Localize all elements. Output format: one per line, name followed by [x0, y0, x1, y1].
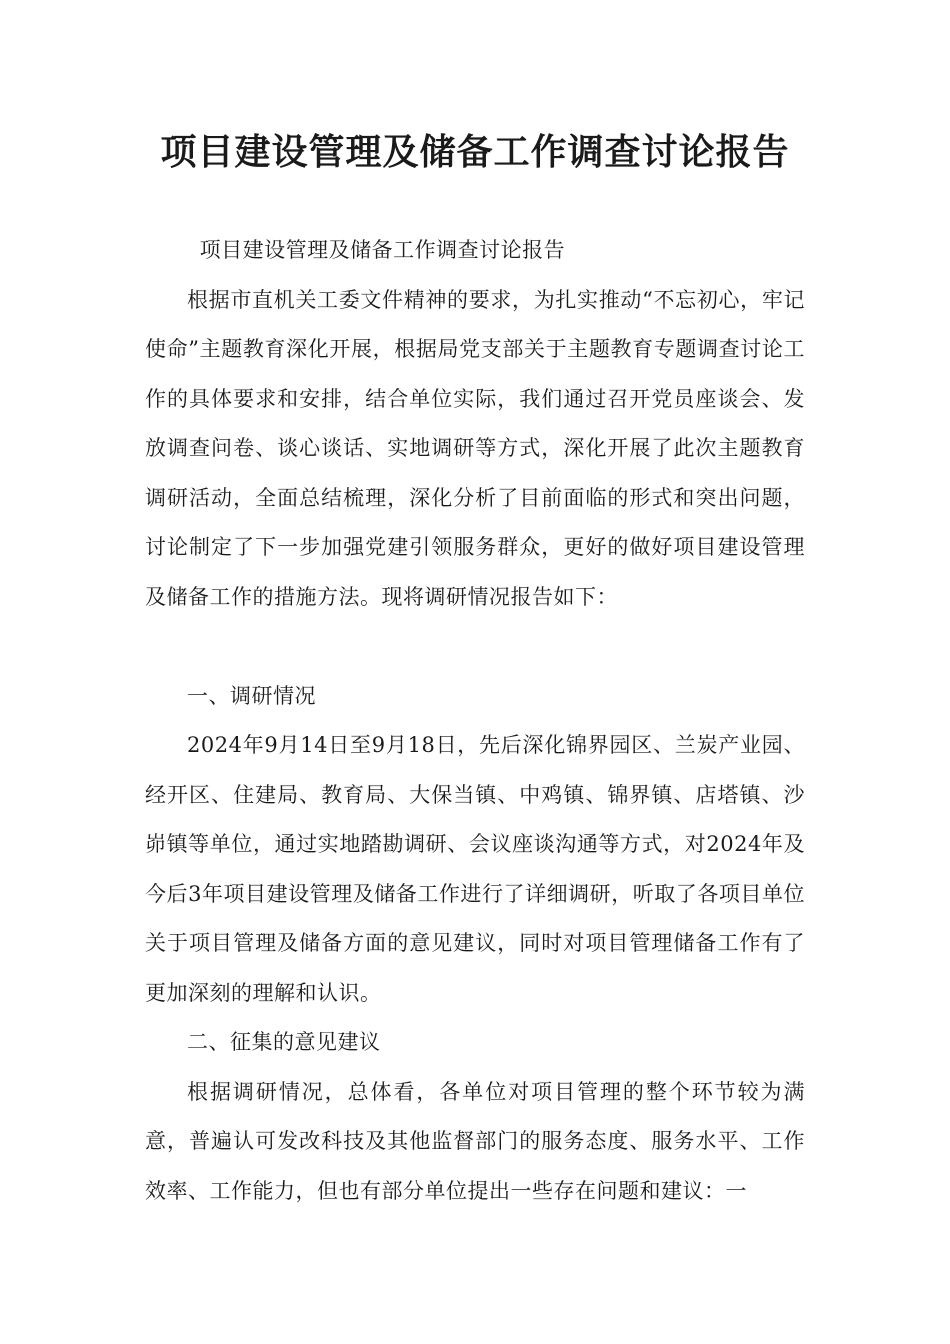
- document-title: 项目建设管理及储备工作调查讨论报告: [160, 132, 790, 173]
- section-paragraph-1: 2024年9月14日至9月18日，先后深化锦界园区、兰炭产业园、经开区、住建局、教育局、大保当镇、中鸡镇、锦界镇、店塔镇、沙峁镇等单位，通过实地踏勘调研、会议座谈沟通等方式，对2024年及今后3年项目建设管理及储备工作进行了详细调研，听取了各项目单位关于项目管理及储备方面的意见建议，同时对项目管理储备工作有了更加深刻的理解和认识。: [145, 733, 805, 1005]
- document-body: [145, 226, 805, 1216]
- section-heading-1: 一、调研情况: [187, 683, 316, 708]
- section-heading-2: 二、征集的意见建议: [187, 1030, 381, 1054]
- section-paragraph-2: 根据调研情况，总体看，各单位对项目管理的整个环节较为满意，普遍认可发改科技及其他监督部门的服务态度、服务水平、工作效率、工作能力，但也有部分单位提出一些存在问题和建议：一: [145, 1079, 805, 1203]
- paragraph-spacer: [145, 622, 805, 672]
- intro-paragraph: 根据市直机关工委文件精神的要求，为扎实推动“不忘初心，牢记使命”主题教育深化开展，根据局党支部关于主题教育专题调查讨论工作的具体要求和安排，结合单位实际，我们通过召开党员座谈会、发放调查问卷、谈心谈话、实地调研等方式，深化开展了此次主题教育调研活动，全面总结梳理，深化分析了目前面临的形式和突出问题，讨论制定了下一步加强党建引领服务群众，更好的做好项目建设管理及储备工作的措施方法。现将调研情况报告如下：: [145, 287, 805, 609]
- document-subtitle: 项目建设管理及储备工作调查讨论报告: [199, 238, 566, 262]
